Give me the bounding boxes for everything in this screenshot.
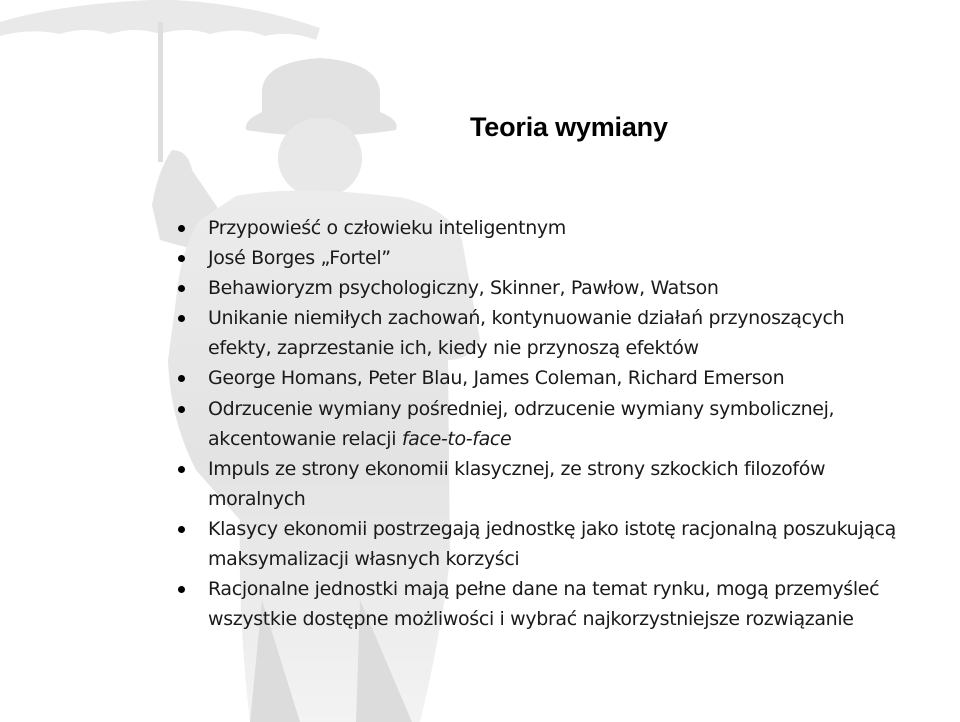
bullet-line: George Homans, Peter Blau, James Coleman, Richard Emerson — [208, 367, 785, 390]
bullet-line: moralnych — [208, 487, 306, 510]
bullet-line: wszystkie dostępne możliwości i wybrać najkorzystniejsze rozwiązanie — [208, 608, 854, 631]
bullet-line: Racjonalne jednostki mają pełne dane na temat rynku, mogą przemyśleć — [208, 578, 880, 601]
bullet-line: Odrzucenie wymiany pośredniej, odrzucenie wymiany symbolicznej, — [208, 397, 835, 420]
bullet-point-icon — [178, 586, 185, 593]
umbrella-shaft — [158, 22, 163, 162]
bullet-point-icon — [178, 225, 185, 232]
bullet-item — [172, 574, 958, 634]
bullet-line: José Borges „Fortel” — [208, 247, 391, 270]
emphasized-term: face-to-face — [401, 427, 512, 450]
bullet-line: Behawioryzm psychologiczny, Skinner, Pawłow, Watson — [208, 277, 719, 300]
bullet-point-icon — [178, 526, 185, 533]
bullet-line — [208, 424, 958, 454]
bullet-point-icon — [178, 285, 185, 292]
bullet-item — [172, 394, 958, 454]
bullet-item — [172, 213, 958, 243]
bullet-item — [172, 273, 958, 303]
bullet-line: maksymalizacji własnych korzyści — [208, 548, 520, 571]
slide-title: Teoria wymiany — [470, 112, 668, 143]
head — [278, 118, 362, 198]
bullet-point-icon — [178, 315, 185, 322]
bullet-point-icon — [178, 375, 185, 382]
bullet-point-icon — [178, 406, 185, 413]
bullet-line: Klasycy ekonomii postrzegają jednostkę jako istotę racjonalną poszukującą — [208, 517, 896, 540]
bullet-point-icon — [178, 466, 185, 473]
bullet-item — [172, 303, 958, 363]
bullet-line: efekty, zaprzestanie ich, kiedy nie przynoszą efektów — [208, 337, 699, 360]
bullet-point-icon — [178, 255, 185, 262]
bullet-list — [172, 213, 958, 634]
bullet-line: Unikanie niemiłych zachowań, kontynuowanie działań przynoszących — [208, 307, 845, 330]
bullet-line: Przypowieść o człowieku inteligentnym — [208, 217, 566, 239]
bullet-item — [172, 514, 958, 574]
bullet-line: Impuls ze strony ekonomii klasycznej, ze strony szkockich filozofów — [208, 457, 826, 480]
bullet-item — [172, 243, 958, 273]
bullet-item — [172, 454, 958, 514]
bullet-item — [172, 363, 958, 393]
bullet-text-prefix: akcentowanie relacji — [208, 427, 402, 450]
